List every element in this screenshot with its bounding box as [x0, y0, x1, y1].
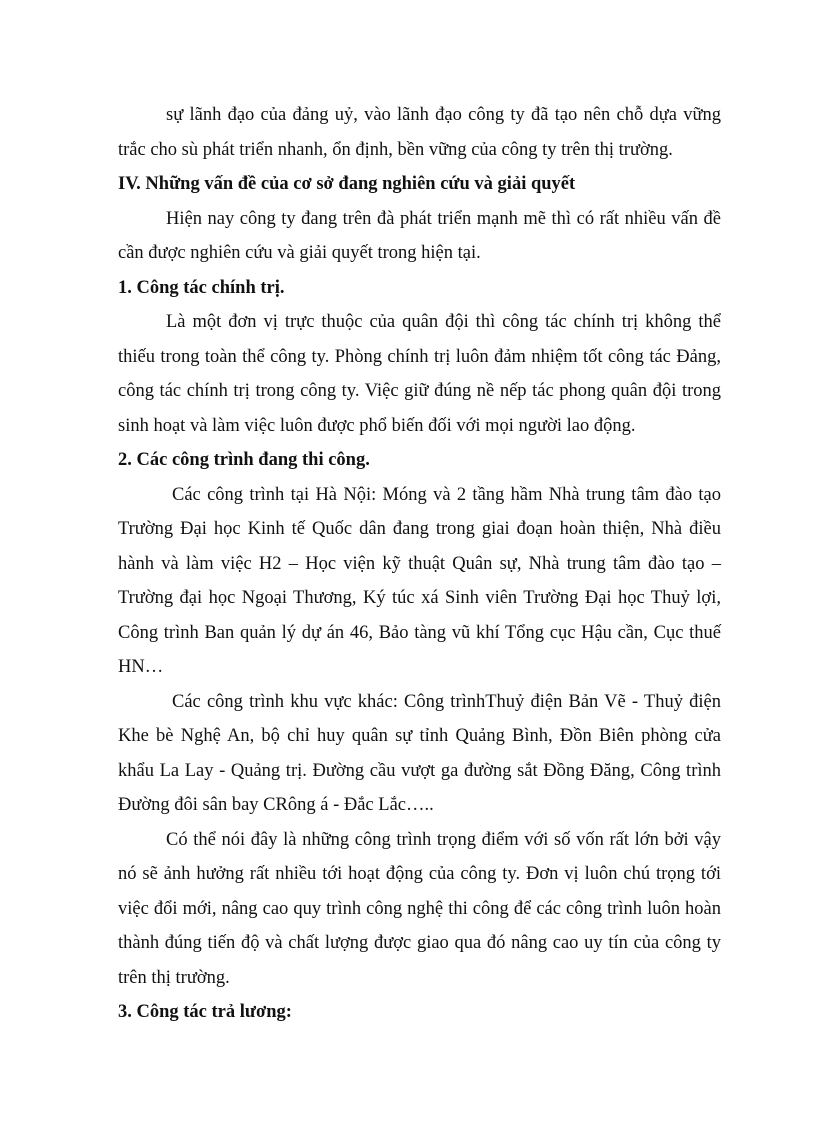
heading-payroll: 3. Công tác trả lương:: [118, 1002, 292, 1022]
projects-hanoi-paragraph: Các công trình tại Hà Nội: Móng và 2 tầng hầm Nhà trung tâm đào tạo Trường Đại học Kinh tế Quốc dân đang trong giai đoạn hoàn thiện, Nhà điều hành và làm việc H2 – Học viện kỹ thuật Quân sự, Nhà trung tâm đào tạo – Trường đại học Ngoại Thương, Ký túc xá Sinh viên Trường Đại học Thuỷ lợi, Công trình Ban quản lý dự án 46, Bảo tàng vũ khí Tổng cục Hậu cần, Cục thuế HN…: [118, 484, 721, 677]
document-page: [118, 98, 721, 1030]
section-iv-paragraph: Hiện nay công ty đang trên đà phát triển mạnh mẽ thì có rất nhiều vấn đề cần được nghiên cứu và giải quyết trong hiện tại.: [118, 208, 721, 263]
heading-projects: 2. Các công trình đang thi công.: [118, 450, 370, 470]
political-work-paragraph: Là một đơn vị trực thuộc của quân đội thì công tác chính trị không thể thiếu trong toàn thể công ty. Phòng chính trị luôn đảm nhiệm tốt công tác Đảng, công tác chính trị trong công ty. Việc giữ đúng nề nếp tác phong quân đội trong sinh hoạt và làm việc luôn được phổ biến đối với mọi người lao động.: [118, 312, 721, 436]
intro-paragraph: sự lãnh đạo của đảng uỷ, vào lãnh đạo công ty đã tạo nên chỗ dựa vững trắc cho sù phát triển nhanh, ổn định, bền vững của công ty trên thị trường.: [118, 105, 721, 160]
projects-summary-paragraph: Có thể nói đây là những công trình trọng điểm với số vốn rất lớn bởi vậy nó sẽ ảnh hưởng rất nhiều tới hoạt động của công ty. Đơn vị luôn chú trọng tới việc đổi mới, nâng cao quy trình công nghệ thi công để các công trình luôn hoàn thành đúng tiến độ và chất lượng được giao qua đó nâng cao uy tín của công ty trên thị trường.: [118, 829, 721, 988]
section-heading-iv: IV. Những vấn đề của cơ sở đang nghiên cứu và giải quyết: [118, 174, 576, 194]
projects-other-paragraph: Các công trình khu vực khác: Công trìnhThuỷ điện Bản Vẽ - Thuỷ điện Khe bè Nghệ An, bộ chỉ huy quân sự tỉnh Quảng Bình, Đồn Biên phòng cửa khẩu La Lay - Quảng trị. Đường cầu vượt ga đường sắt Đồng Đăng, Công trình Đường đôi sân bay CRông á - Đắc Lắc…..: [118, 691, 721, 815]
heading-political-work: 1. Công tác chính trị.: [118, 277, 285, 298]
